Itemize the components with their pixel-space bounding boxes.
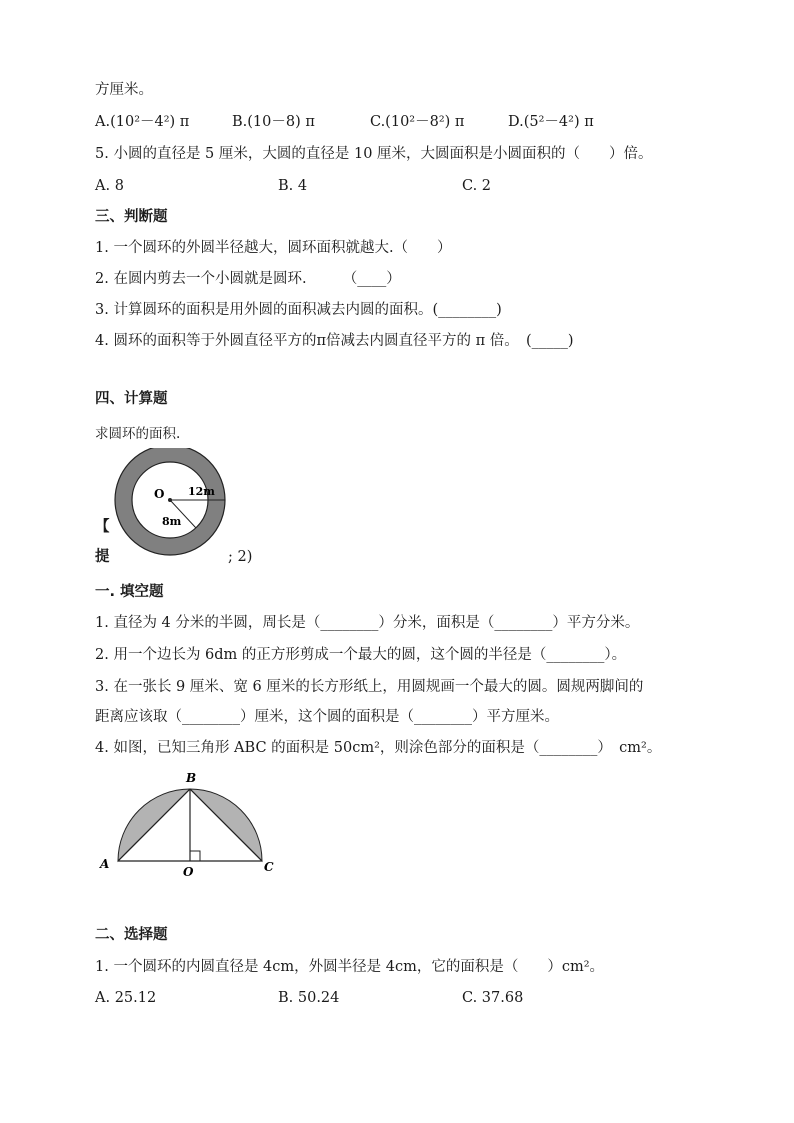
judgment-3: 3. 计算圆环的面积是用外圆的面积减去内圆的面积。(________) [95, 302, 502, 318]
ring-figure [114, 448, 230, 568]
fill-1: 1. 直径为 4 分米的半圆，周长是（________）分米，面积是（________）平方分米。 [95, 615, 640, 631]
fragment-ti: 提 [95, 549, 110, 565]
calc-prompt: 求圆环的面积. [95, 426, 181, 442]
label-o: O [183, 865, 194, 879]
question-5: 5. 小圆的直径是 5 厘米，大圆的直径是 10 厘米，大圆面积是小圆面积的（ ）倍。 [95, 146, 653, 162]
choice-1-option-a: A. 25.12 [95, 990, 157, 1006]
q5-option-c: C. 2 [462, 178, 492, 194]
fill-2: 2. 用一个边长为 6dm 的正方形剪成一个最大的圆，这个圆的半径是（________）。 [95, 647, 627, 663]
label-a: A [100, 857, 110, 871]
label-b: B [186, 771, 197, 785]
section-judgment-title: 三、判断题 [95, 209, 168, 225]
option-d: D.(5²－4²) π [508, 114, 594, 130]
section-fill-title: 一. 填空题 [95, 584, 164, 600]
option-a: A.(10²－4²) π [95, 114, 190, 130]
fragment-bracket: 【 [95, 519, 110, 535]
judgment-2: 2. 在圆内剪去一个小圆就是圆环. （____） [95, 271, 401, 287]
choice-1: 1. 一个圆环的内圆直径是 4cm，外圆半径是 4cm，它的面积是（ ）cm²。 [95, 959, 605, 975]
choice-1-option-b: B. 50.24 [278, 990, 340, 1006]
outer-radius-label: 12m [188, 485, 215, 498]
label-c: C [264, 860, 274, 874]
fill-3a: 3. 在一张长 9 厘米、宽 6 厘米的长方形纸上，用圆规画一个最大的圆。圆规两脚间的 [95, 679, 644, 695]
judgment-4: 4. 圆环的面积等于外圆直径平方的π倍减去内圆直径平方的 π 倍。 (_____) [95, 333, 574, 349]
judgment-1: 1. 一个圆环的外圆半径越大，圆环面积就越大.（ ） [95, 240, 452, 256]
text-continuation: 方厘米。 [95, 82, 153, 98]
q5-option-b: B. 4 [278, 178, 308, 194]
section-calc-title: 四、计算题 [95, 391, 168, 407]
inner-radius-label: 8m [162, 515, 182, 528]
fill-3b: 距离应该取（________）厘米，这个圆的面积是（________）平方厘米。 [95, 709, 559, 725]
section-choice-title: 二、选择题 [95, 927, 168, 943]
right-angle-mark [190, 851, 200, 861]
center-label: O [154, 487, 165, 501]
fill-4: 4. 如图，已知三角形 ABC 的面积是 50cm²，则涂色部分的面积是（________） cm²。 [95, 740, 662, 756]
choice-1-option-c: C. 37.68 [462, 990, 524, 1006]
option-b: B.(10－8) π [232, 114, 315, 130]
semicircle-figure [96, 768, 278, 880]
option-c: C.(10²－8²) π [370, 114, 465, 130]
center-point [168, 498, 172, 502]
fragment-tail: ; 2) [228, 549, 253, 565]
q5-option-a: A. 8 [95, 178, 124, 194]
